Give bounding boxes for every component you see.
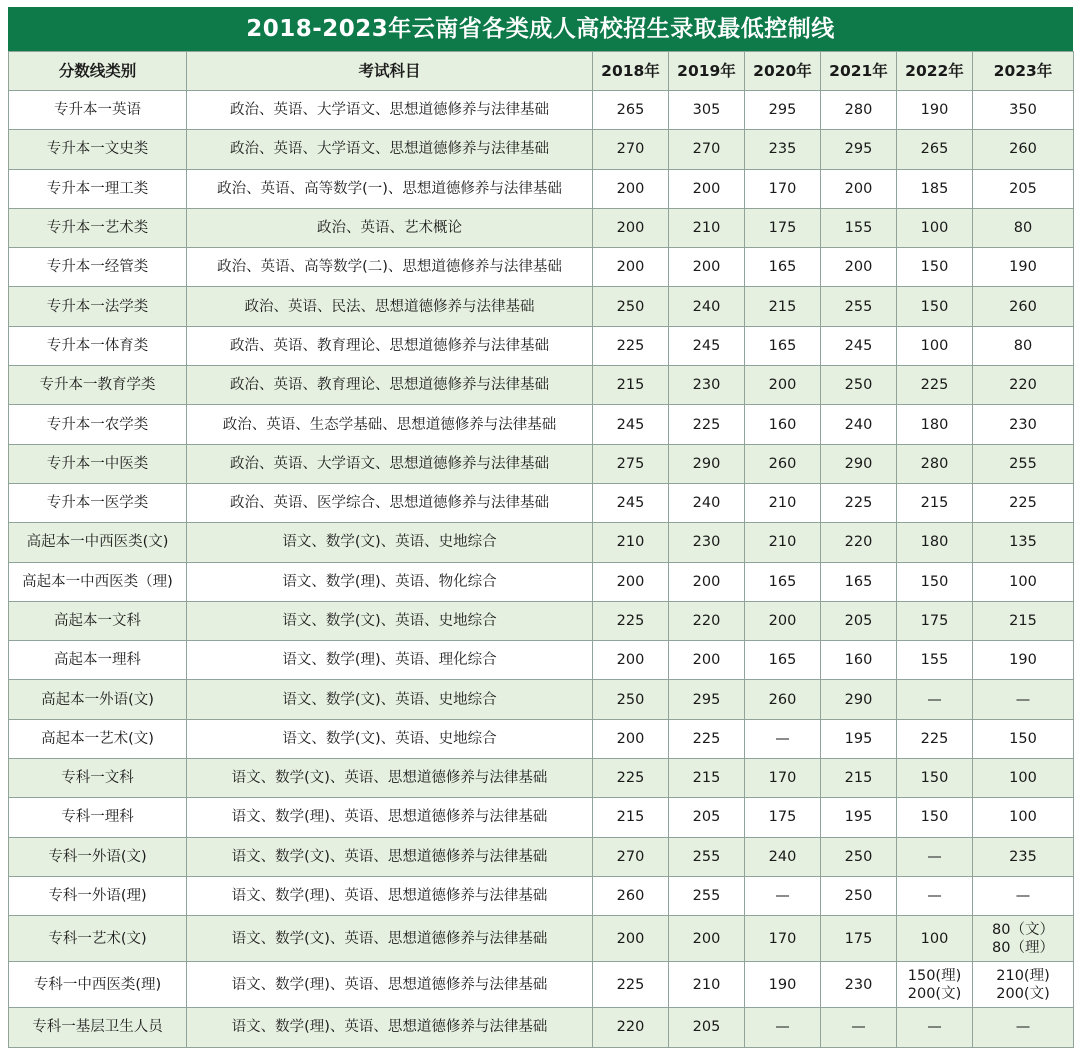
cell-2021: 250 <box>821 366 897 405</box>
cell-2022-line: 200(文) <box>907 985 962 1002</box>
cell-2021: 225 <box>821 483 897 522</box>
cell-2019: 200 <box>669 916 745 962</box>
cell-2022: 180 <box>897 523 973 562</box>
cell-2022: 225 <box>897 366 973 405</box>
cell-2021: 250 <box>821 876 897 915</box>
cell-2018: 250 <box>593 680 669 719</box>
cell-2020: 170 <box>745 169 821 208</box>
cell-2021: 250 <box>821 837 897 876</box>
cell-subjects: 政治、英语、医学综合、思想道德修养与法律基础 <box>187 483 593 522</box>
cell-2021: — <box>821 1008 897 1047</box>
score-table <box>8 51 1074 1048</box>
cell-subjects: 语文、数学(理)、英语、思想道德修养与法律基础 <box>187 798 593 837</box>
cell-2023: 220 <box>973 366 1074 405</box>
cell-2018: 200 <box>593 562 669 601</box>
cell-category: 专升本一理工类 <box>9 169 187 208</box>
table-row <box>9 1008 1074 1047</box>
cell-category: 高起本一中西医类（理) <box>9 562 187 601</box>
table-row <box>9 169 1074 208</box>
cell-2019: 200 <box>669 248 745 287</box>
cell-2018: 215 <box>593 366 669 405</box>
table-row <box>9 837 1074 876</box>
cell-2021: 290 <box>821 680 897 719</box>
cell-subjects: 语文、数学(文)、英语、史地综合 <box>187 523 593 562</box>
table-title: 2018-2023年云南省各类成人高校招生录取最低控制线 <box>8 7 1073 51</box>
cell-2020: 160 <box>745 405 821 444</box>
cell-2018: 200 <box>593 641 669 680</box>
cell-2022-line: 150(理) <box>907 967 962 984</box>
cell-category: 专升本一文史类 <box>9 130 187 169</box>
cell-2019: 295 <box>669 680 745 719</box>
cell-2018: 275 <box>593 444 669 483</box>
cell-2023-line: 80（文） <box>992 921 1054 938</box>
table-row <box>9 444 1074 483</box>
header-2022: 2022年 <box>897 52 973 91</box>
cell-2020: 170 <box>745 916 821 962</box>
cell-2023: — <box>973 876 1074 915</box>
cell-2022: 100 <box>897 326 973 365</box>
cell-2023: 235 <box>973 837 1074 876</box>
cell-2022: 150 <box>897 759 973 798</box>
cell-2020: 165 <box>745 641 821 680</box>
cell-2021: 165 <box>821 562 897 601</box>
cell-2023: 260 <box>973 287 1074 326</box>
cell-category: 专升本一经管类 <box>9 248 187 287</box>
header-2018: 2018年 <box>593 52 669 91</box>
cell-2023-line: 200(文) <box>996 985 1050 1002</box>
table-row <box>9 759 1074 798</box>
table-row <box>9 130 1074 169</box>
cell-2020: 295 <box>745 91 821 130</box>
cell-category: 高起本一艺术(文) <box>9 719 187 758</box>
cell-2020: 165 <box>745 248 821 287</box>
cell-2019: 255 <box>669 837 745 876</box>
table-row <box>9 248 1074 287</box>
cell-2023: 100 <box>973 759 1074 798</box>
table-row <box>9 523 1074 562</box>
cell-2020: — <box>745 876 821 915</box>
header-2019: 2019年 <box>669 52 745 91</box>
cell-2018: 200 <box>593 208 669 247</box>
header-2023: 2023年 <box>973 52 1074 91</box>
cell-2020: 175 <box>745 208 821 247</box>
cell-category: 高起本一中西医类(文) <box>9 523 187 562</box>
cell-2018: 200 <box>593 248 669 287</box>
table-row <box>9 798 1074 837</box>
cell-2020: 200 <box>745 601 821 640</box>
cell-category: 专升本一教育学类 <box>9 366 187 405</box>
cell-2021: 200 <box>821 248 897 287</box>
cell-2019: 270 <box>669 130 745 169</box>
cell-2021: 240 <box>821 405 897 444</box>
cell-2021: 175 <box>821 916 897 962</box>
cell-2018: 200 <box>593 169 669 208</box>
cell-2021: 245 <box>821 326 897 365</box>
cell-category: 专科一外语(理) <box>9 876 187 915</box>
cell-subjects: 语文、数学(理)、英语、思想道德修养与法律基础 <box>187 1008 593 1047</box>
cell-2022: 150 <box>897 798 973 837</box>
table-row <box>9 91 1074 130</box>
cell-subjects: 政治、英语、大学语文、思想道德修养与法律基础 <box>187 130 593 169</box>
cell-2020: — <box>745 1008 821 1047</box>
cell-2018: 220 <box>593 1008 669 1047</box>
cell-2021: 255 <box>821 287 897 326</box>
cell-2018: 270 <box>593 837 669 876</box>
cell-category: 专升本一体育类 <box>9 326 187 365</box>
cell-2019: 245 <box>669 326 745 365</box>
cell-2019: 240 <box>669 287 745 326</box>
cell-2018: 270 <box>593 130 669 169</box>
cell-subjects: 政治、英语、民法、思想道德修养与法律基础 <box>187 287 593 326</box>
cell-2021: 200 <box>821 169 897 208</box>
table-row <box>9 405 1074 444</box>
cell-2020: 235 <box>745 130 821 169</box>
cell-2022: 265 <box>897 130 973 169</box>
cell-2023 <box>973 916 1074 962</box>
cell-subjects: 政冶、英语、教育理论、思想道德修养与法律基础 <box>187 366 593 405</box>
cell-2020: 200 <box>745 366 821 405</box>
cell-2019: 290 <box>669 444 745 483</box>
cell-category: 专升本一艺术类 <box>9 208 187 247</box>
cell-2023: 350 <box>973 91 1074 130</box>
cell-2022: 280 <box>897 444 973 483</box>
cell-2023: 260 <box>973 130 1074 169</box>
cell-subjects: 政浩、英语、教育理论、思想道德修养与法律基础 <box>187 326 593 365</box>
cell-2019: 210 <box>669 208 745 247</box>
cell-category: 高起本一文科 <box>9 601 187 640</box>
table-row <box>9 719 1074 758</box>
header-category: 分数线类别 <box>9 52 187 91</box>
cell-2022: 190 <box>897 91 973 130</box>
table-row <box>9 366 1074 405</box>
cell-subjects: 语文、数学(理)、英语、理化综合 <box>187 641 593 680</box>
cell-subjects: 语文、数学(文)、英语、史地综合 <box>187 601 593 640</box>
cell-2023-line: 80（理） <box>992 939 1054 956</box>
cell-subjects: 政治、英语、大学语文、思想道德修养与法律基础 <box>187 444 593 483</box>
cell-subjects: 语文、数学(理)、英语、思想道德修养与法律基础 <box>187 876 593 915</box>
cell-category: 专升本一法学类 <box>9 287 187 326</box>
cell-2019: 220 <box>669 601 745 640</box>
cell-2020: — <box>745 719 821 758</box>
cell-2022: 155 <box>897 641 973 680</box>
cell-2020: 170 <box>745 759 821 798</box>
cell-2019: 225 <box>669 405 745 444</box>
cell-2021: 160 <box>821 641 897 680</box>
cell-2020: 165 <box>745 326 821 365</box>
cell-subjects: 政治、英语、大学语文、思想道德修养与法律基础 <box>187 91 593 130</box>
cell-2023: 190 <box>973 641 1074 680</box>
cell-2019: 200 <box>669 169 745 208</box>
cell-category: 专升本一中医类 <box>9 444 187 483</box>
cell-2019: 255 <box>669 876 745 915</box>
table-row <box>9 962 1074 1008</box>
header-2021: 2021年 <box>821 52 897 91</box>
cell-2020: 215 <box>745 287 821 326</box>
header-subjects: 考试科目 <box>187 52 593 91</box>
table-row <box>9 641 1074 680</box>
cell-2018: 245 <box>593 405 669 444</box>
cell-2020: 210 <box>745 523 821 562</box>
cell-2020: 165 <box>745 562 821 601</box>
cell-2021: 280 <box>821 91 897 130</box>
cell-subjects: 语文、数学(理)、英语、思想道德修养与法律基础 <box>187 962 593 1008</box>
cell-category: 专科一文科 <box>9 759 187 798</box>
cell-category: 专科一外语(文) <box>9 837 187 876</box>
cell-2019: 225 <box>669 719 745 758</box>
cell-2023 <box>973 962 1074 1008</box>
cell-2022: — <box>897 837 973 876</box>
cell-2020: 260 <box>745 444 821 483</box>
cell-subjects: 语文、数学(文)、英语、思想道德修养与法律基础 <box>187 916 593 962</box>
cell-2022: 100 <box>897 208 973 247</box>
cell-2020: 240 <box>745 837 821 876</box>
cell-2023: 205 <box>973 169 1074 208</box>
cell-2018: 210 <box>593 523 669 562</box>
table-row <box>9 680 1074 719</box>
cell-2023: 255 <box>973 444 1074 483</box>
cell-2022: 185 <box>897 169 973 208</box>
cell-subjects: 语文、数学(理)、英语、物化综合 <box>187 562 593 601</box>
cell-2021: 220 <box>821 523 897 562</box>
cell-2022 <box>897 962 973 1008</box>
cell-2018: 250 <box>593 287 669 326</box>
cell-2018: 225 <box>593 601 669 640</box>
cell-subjects: 语文、数学(文)、英语、思想道德修养与法律基础 <box>187 759 593 798</box>
table-row <box>9 326 1074 365</box>
cell-2022: 180 <box>897 405 973 444</box>
cell-2022: — <box>897 680 973 719</box>
cell-2018: 260 <box>593 876 669 915</box>
cell-2018: 225 <box>593 962 669 1008</box>
cell-category: 专科一艺术(文) <box>9 916 187 962</box>
cell-category: 专科一基层卫生人员 <box>9 1008 187 1047</box>
cell-subjects: 政治、英语、高等数学(二)、思想道德修养与法律基础 <box>187 248 593 287</box>
cell-2023: 225 <box>973 483 1074 522</box>
cell-2023: — <box>973 1008 1074 1047</box>
cell-2019: 215 <box>669 759 745 798</box>
cell-2023: 230 <box>973 405 1074 444</box>
cell-2019: 205 <box>669 798 745 837</box>
table-body <box>9 91 1074 1048</box>
cell-2018: 265 <box>593 91 669 130</box>
cell-2019: 205 <box>669 1008 745 1047</box>
cell-2019: 230 <box>669 523 745 562</box>
cell-2018: 200 <box>593 916 669 962</box>
cell-subjects: 政治、英语、艺术概论 <box>187 208 593 247</box>
cell-subjects: 语文、数学(文)、英语、史地综合 <box>187 719 593 758</box>
cell-subjects: 政治、英语、生态学基础、思想道德修养与法律基础 <box>187 405 593 444</box>
table-row <box>9 916 1074 962</box>
table-row <box>9 601 1074 640</box>
table-row <box>9 562 1074 601</box>
cell-2023: 80 <box>973 208 1074 247</box>
cell-2021: 195 <box>821 798 897 837</box>
cell-2023: 100 <box>973 798 1074 837</box>
cell-2022: 100 <box>897 916 973 962</box>
cell-2022: 150 <box>897 248 973 287</box>
cell-2021: 230 <box>821 962 897 1008</box>
cell-2021: 205 <box>821 601 897 640</box>
score-table-container <box>8 7 1073 1048</box>
cell-2021: 155 <box>821 208 897 247</box>
cell-category: 高起本一外语(文) <box>9 680 187 719</box>
cell-category: 专升本一英语 <box>9 91 187 130</box>
cell-2022: 175 <box>897 601 973 640</box>
cell-2018: 200 <box>593 719 669 758</box>
cell-subjects: 语文、数学(文)、英语、史地综合 <box>187 680 593 719</box>
header-row <box>9 52 1074 91</box>
cell-2019: 305 <box>669 91 745 130</box>
cell-2018: 225 <box>593 326 669 365</box>
cell-2018: 215 <box>593 798 669 837</box>
cell-category: 专科一中西医类(理) <box>9 962 187 1008</box>
cell-2020: 210 <box>745 483 821 522</box>
cell-2021: 195 <box>821 719 897 758</box>
cell-2018: 245 <box>593 483 669 522</box>
cell-2023: — <box>973 680 1074 719</box>
cell-2023: 135 <box>973 523 1074 562</box>
cell-subjects: 语文、数学(文)、英语、思想道德修养与法律基础 <box>187 837 593 876</box>
cell-2019: 200 <box>669 562 745 601</box>
table-row <box>9 876 1074 915</box>
cell-2022: 150 <box>897 562 973 601</box>
cell-2019: 230 <box>669 366 745 405</box>
header-2020: 2020年 <box>745 52 821 91</box>
cell-subjects: 政治、英语、高等数学(一)、思想道德修养与法律基础 <box>187 169 593 208</box>
cell-2023: 80 <box>973 326 1074 365</box>
cell-2020: 175 <box>745 798 821 837</box>
table-row <box>9 208 1074 247</box>
cell-2021: 295 <box>821 130 897 169</box>
cell-2019: 200 <box>669 641 745 680</box>
cell-category: 高起本一理科 <box>9 641 187 680</box>
cell-2023: 150 <box>973 719 1074 758</box>
cell-2023-line: 210(理) <box>996 967 1050 984</box>
cell-2022: 225 <box>897 719 973 758</box>
cell-2021: 290 <box>821 444 897 483</box>
cell-category: 专升本一农学类 <box>9 405 187 444</box>
cell-category: 专升本一医学类 <box>9 483 187 522</box>
cell-2023: 215 <box>973 601 1074 640</box>
table-row <box>9 483 1074 522</box>
cell-2022: 150 <box>897 287 973 326</box>
cell-2018: 225 <box>593 759 669 798</box>
cell-2023: 100 <box>973 562 1074 601</box>
cell-2019: 210 <box>669 962 745 1008</box>
cell-2020: 190 <box>745 962 821 1008</box>
cell-2022: — <box>897 876 973 915</box>
cell-2019: 240 <box>669 483 745 522</box>
cell-category: 专科一理科 <box>9 798 187 837</box>
table-row <box>9 287 1074 326</box>
cell-2023: 190 <box>973 248 1074 287</box>
cell-2022: 215 <box>897 483 973 522</box>
cell-2021: 215 <box>821 759 897 798</box>
cell-2020: 260 <box>745 680 821 719</box>
cell-2022: — <box>897 1008 973 1047</box>
